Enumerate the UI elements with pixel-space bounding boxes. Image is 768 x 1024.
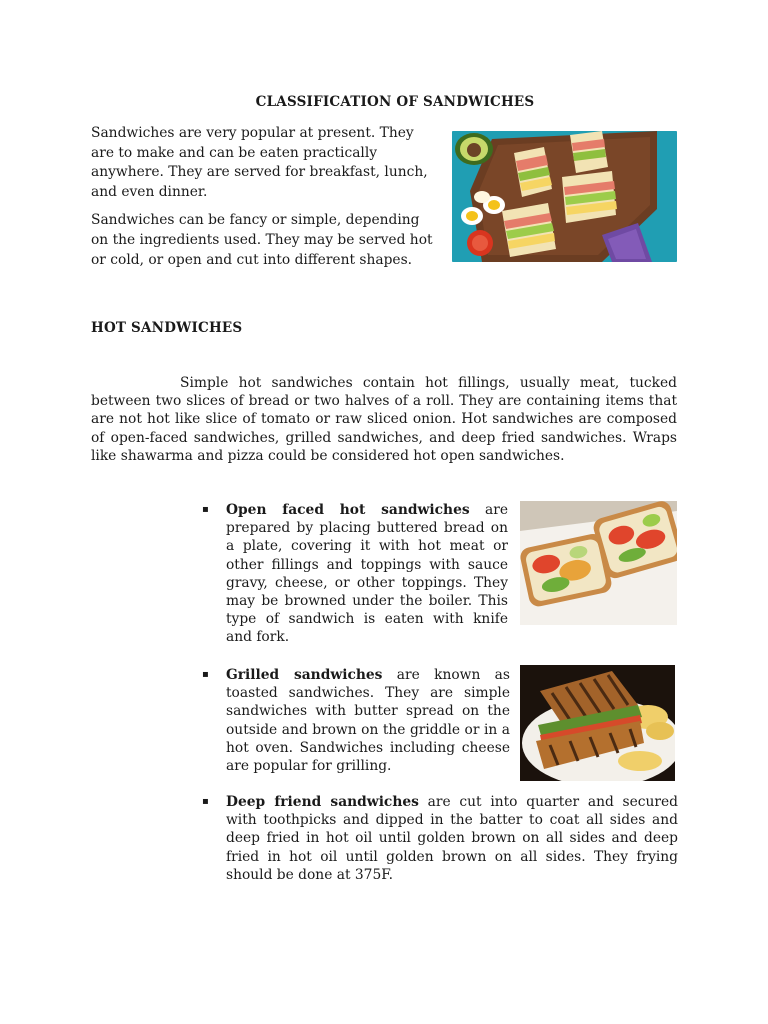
- bullet-description: are known as toasted sandwiches. They are simple sandwiches with butter spread on the outside and brown on the griddle or in a hot oven. Sandwiches including cheese are popular for grilling.: [226, 667, 510, 775]
- bullet-description: are cut into quarter and secured with toothpicks and dipped in the batter to coat all sides and deep fried in hot oil until golden brown on all sides and deep fried in hot oil until golden brown on all sides. They frying should be done at 375F.: [226, 794, 678, 883]
- bullet-marker: ▪: [202, 504, 209, 515]
- bullet-open-faced: [202, 501, 508, 647]
- grilled-sandwich-photo: [520, 665, 675, 781]
- bullet-term: Open faced hot sandwiches: [226, 502, 470, 518]
- hot-sandwiches-paragraph: Simple hot sandwiches contain hot fillings, usually meat, tucked between two slices of bread or two halves of a roll. They are containing items that are not hot like slice of tomato or raw sliced onion. Hot sandwiches are composed of open-faced sandwiches, grilled sandwiches, and deep fried sandwiches. Wraps like shawarma and pizza could be considered hot open sandwiches.: [91, 375, 677, 464]
- open-faced-sandwich-photo: [520, 501, 677, 625]
- section-heading-hot-sandwiches: HOT SANDWICHES: [91, 320, 243, 336]
- intro-text: [91, 124, 441, 279]
- bullet-marker: ▪: [202, 796, 209, 807]
- page-title: CLASSIFICATION OF SANDWICHES: [255, 94, 535, 110]
- bullet-grilled: [202, 666, 510, 775]
- bullet-term: Deep friend sandwiches: [226, 794, 419, 810]
- bullet-description: are prepared by placing buttered bread on a plate, covering it with hot meat or other fillings and toppings with sauce gravy, cheese, or other toppings. They may be browned under the boiler. This type of sandwich is eaten with knife and fork.: [226, 502, 508, 646]
- bullet-deep-fried: [202, 793, 678, 884]
- intro-paragraph-2: Sandwiches can be fancy or simple, depending on the ingredients used. They may be served hot or cold, or open and cut into different shapes.: [91, 212, 433, 268]
- intro-paragraph-1: Sandwiches are very popular at present. They are to make and can be eaten practically anywhere. They are served for breakfast, lunch, and even dinner.: [91, 125, 428, 200]
- bullet-term: Grilled sandwiches: [226, 667, 383, 683]
- bullet-marker: ▪: [202, 669, 209, 680]
- club-sandwiches-photo: [452, 131, 677, 262]
